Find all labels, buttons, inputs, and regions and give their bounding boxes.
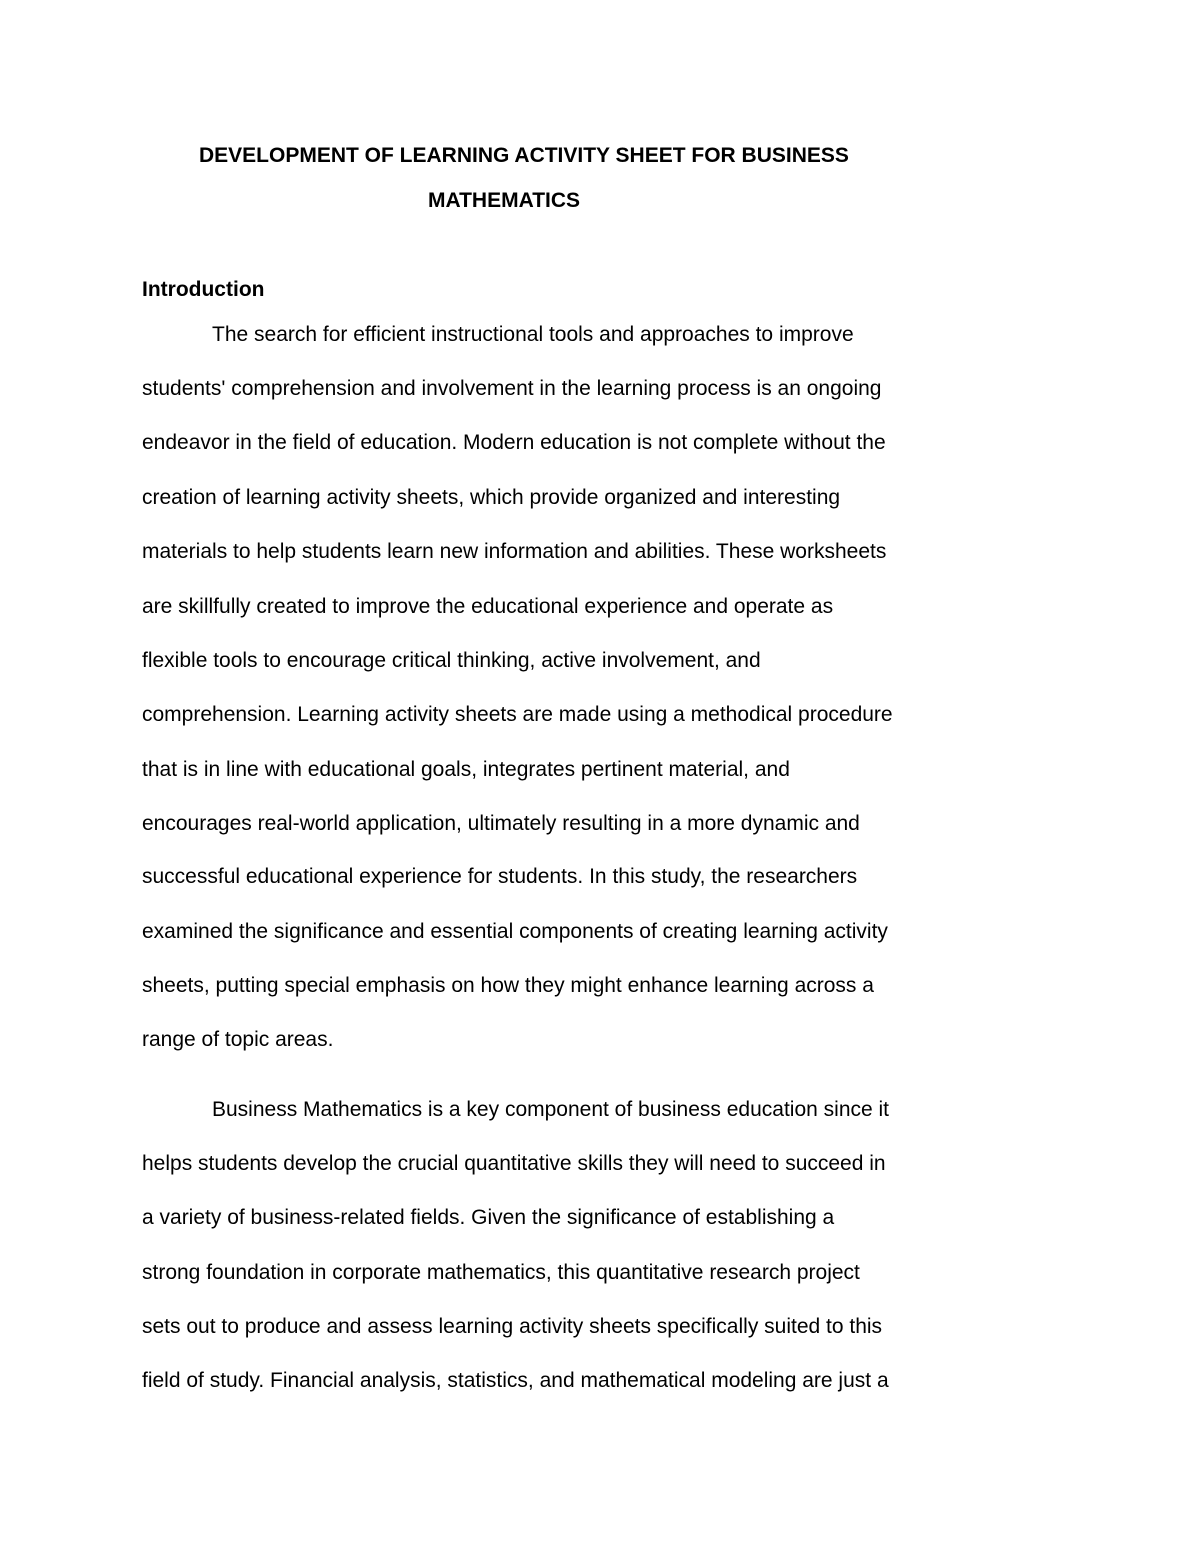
paragraph-1-line: flexible tools to encourage critical thinking, active involvement, and <box>142 649 761 672</box>
document-title-line-1: DEVELOPMENT OF LEARNING ACTIVITY SHEET FOR BUSINESS <box>199 144 849 167</box>
document-title-line-2: MATHEMATICS <box>428 189 581 212</box>
section-heading-introduction: Introduction <box>142 278 265 301</box>
paragraph-1-line: students' comprehension and involvement in the learning process is an ongoing <box>142 377 882 400</box>
paragraph-2-line: sets out to produce and assess learning activity sheets specifically suited to this <box>142 1315 883 1338</box>
paragraph-2-line: field of study. Financial analysis, statistics, and mathematical modeling are just a <box>142 1369 889 1392</box>
paragraph-1-line: materials to help students learn new information and abilities. These worksheets <box>142 540 887 563</box>
paragraph-1-line: comprehension. Learning activity sheets are made using a methodical procedure <box>142 703 893 726</box>
paragraph-2-line: helps students develop the crucial quantitative skills they will need to succeed in <box>142 1152 886 1175</box>
paragraph-2-line: a variety of business-related fields. Given the significance of establishing a <box>142 1206 835 1229</box>
paragraph-1-line: sheets, putting special emphasis on how they might enhance learning across a <box>142 974 874 997</box>
paragraph-1-line: The search for efficient instructional tools and approaches to improve <box>212 323 854 346</box>
paragraph-1-line: range of topic areas. <box>142 1028 334 1051</box>
paragraph-1-line: encourages real-world application, ultimately resulting in a more dynamic and <box>142 812 860 835</box>
paragraph-1-line: are skillfully created to improve the educational experience and operate as <box>142 595 834 618</box>
paragraph-1-line: endeavor in the field of education. Modern education is not complete without the <box>142 431 886 454</box>
paragraph-1-line: that is in line with educational goals, integrates pertinent material, and <box>142 758 790 781</box>
paragraph-2-line: Business Mathematics is a key component of business education since it <box>212 1098 890 1121</box>
paragraph-1-line: creation of learning activity sheets, which provide organized and interesting <box>142 486 841 509</box>
paragraph-1-line: examined the significance and essential components of creating learning activity <box>142 920 888 943</box>
paragraph-2-line: strong foundation in corporate mathematics, this quantitative research project <box>142 1261 860 1284</box>
paragraph-1-line: successful educational experience for students. In this study, the researchers <box>142 865 858 888</box>
